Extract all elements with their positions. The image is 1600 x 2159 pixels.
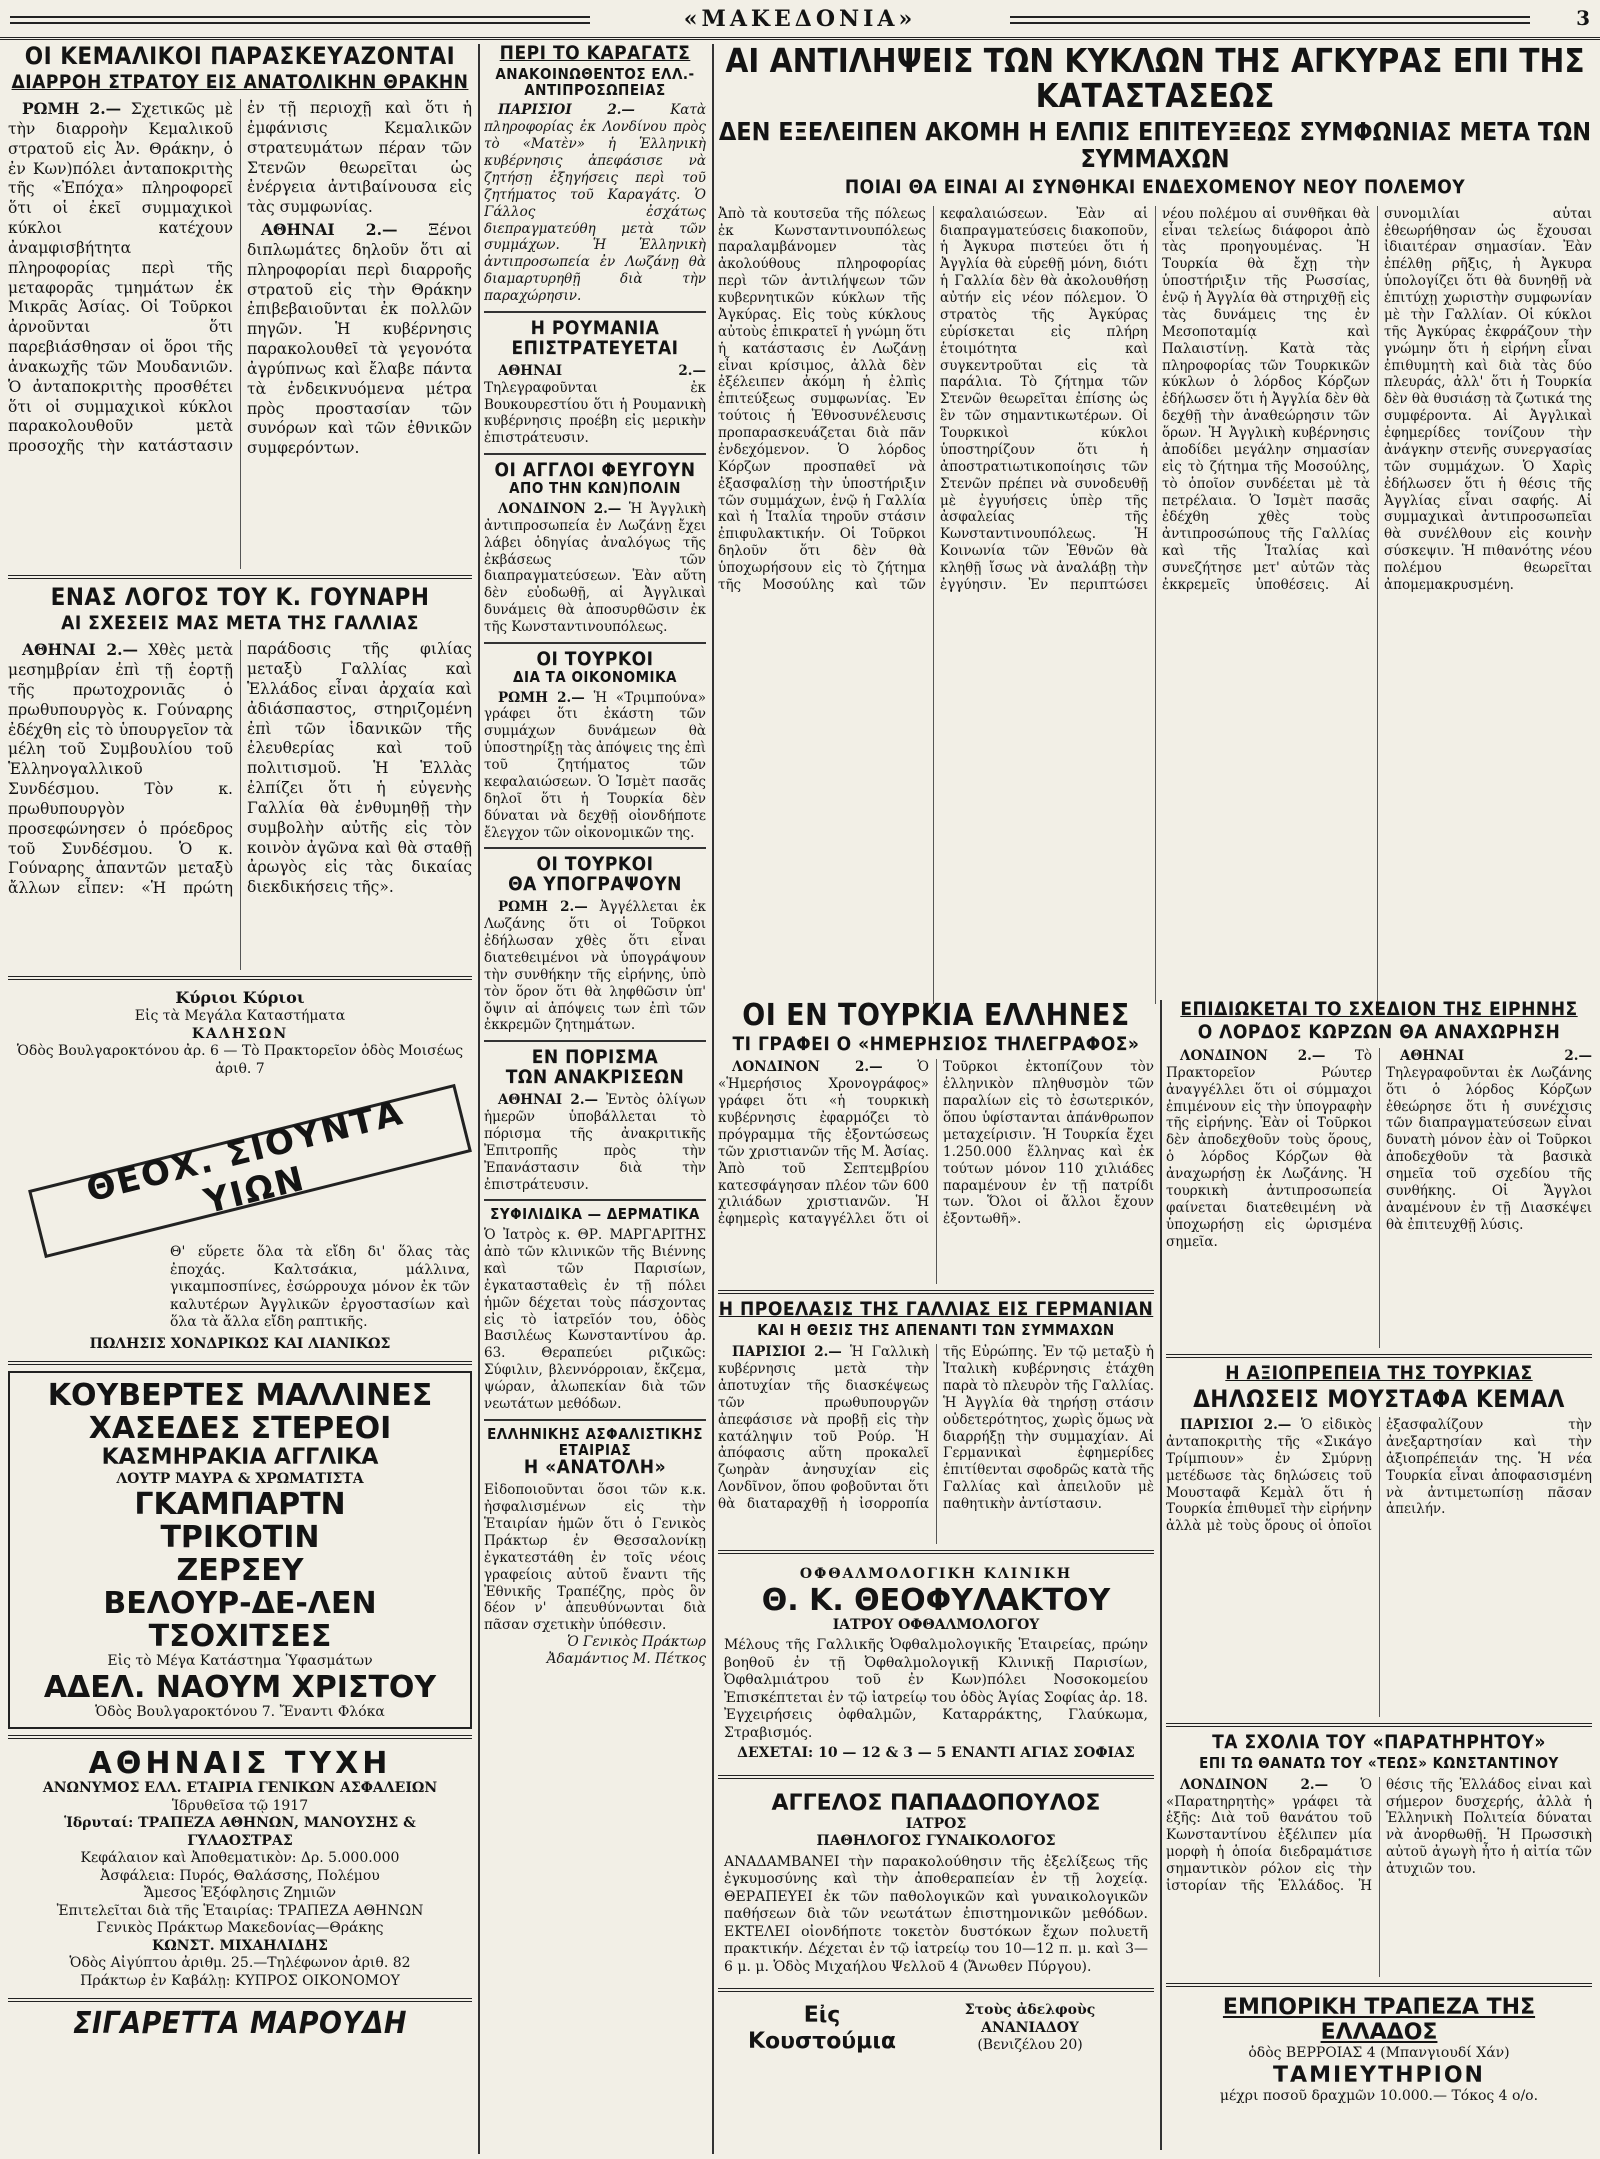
ad-line: Ὁδὸς Αἰγύπτου ἀριθμ. 25.—Τηλέφωνον ἀριθ. 82 <box>69 1955 411 1972</box>
article-body <box>484 1092 706 1193</box>
article-text: Ξένοι διπλωμάτες δηλοῦν ὅτι αἱ πληροφορίαι περὶ διαρροῆς στρατοῦ εἰς τὴν Θράκην ἐπιβεβαιοῦνται ἐκ πολλῶν πηγῶν. Ἡ κυβέρνησις παρακολουθεῖ τὰ γεγονότα ἀγρύπνως καὶ ἔλαβε πάντα τὰ ἐνδεικνυόμενα μέτρα πρὸς προστασίαν τῶν συνόρων καὶ τῶν ἐθνικῶν συμφερόντων. <box>247 221 472 458</box>
headline: ΕΠΙΔΙΩΚΕΤΑΙ ΤΟ ΣΧΕΔΙΟΝ ΤΗΣ ΕΙΡΗΝΗΣ <box>1180 1000 1578 1020</box>
dateline: ΑΘΗΝΑΙ 2.— <box>498 362 706 379</box>
ad-marouli: ΣΙΓΑΡΕΤΤΑ ΜΑΡΟΥΔΗ <box>73 2006 407 2042</box>
ad-line: Γενικὸς Πράκτωρ Μακεδονίας—Θράκης <box>96 1920 384 1937</box>
headline: ΕΝΑΣ ΛΟΓΟΣ ΤΟΥ Κ. ΓΟΥΝΑΡΗ <box>50 583 430 612</box>
section-divider <box>484 847 706 849</box>
subheadline: Ο ΛΟΡΔΟΣ ΚΩΡΖΩΝ ΘΑ ΑΝΑΧΩΡΗΣΗ <box>1197 1020 1561 1043</box>
ad-line: Ἱδρυταί: ΤΡΑΠΕΖΑ ΑΘΗΝΩΝ, ΜΑΝΟΥΣΗΣ & ΓΥΛΑΟΣΤΡΑΣ <box>64 1815 416 1849</box>
ad-line: ΠΑΘΗΛΟΓΟΣ ΓΥΝΑΙΚΟΛΟΓΟΣ <box>816 1833 1056 1850</box>
article-romania <box>484 316 706 447</box>
article-peace-plan <box>1166 1000 1592 1348</box>
dateline: ΛΟΝΔΙΝΟΝ 2.— <box>1180 1776 1329 1793</box>
section-divider <box>1166 1983 1592 1987</box>
ad-line: ΑΓΓΕΛΟΣ ΠΑΠΑΔΟΠΟΥΛΟΣ <box>771 1790 1101 1816</box>
article-body <box>484 102 706 305</box>
section-divider <box>1166 1723 1592 1727</box>
ad-line: Ὁδὸς Βουλγαροκτόνου 7. Ἔναντι Φλόκα <box>95 1703 385 1720</box>
page-number: 3 <box>1570 6 1590 30</box>
headline: ΕΝ ΠΟΡΙΣΜΑ <box>531 1046 659 1069</box>
ad-banner <box>10 1086 470 1236</box>
column-rule-1 <box>478 44 480 2154</box>
dateline: ΛΟΝΔΙΝΟΝ 2.— <box>498 500 622 517</box>
column-rule-2 <box>712 44 714 2154</box>
ad-line: ΖΕΡΣΕΥ <box>176 1553 304 1589</box>
ad-text: Θ' εὕρετε ὅλα τὰ εἴδη δι' ὅλας τὰς ἐποχάς. Καλτσάκια, μάλλινα, γικαμποσπίνες, ἐσώρρουχα μόνον ἐκ τῶν καλυτέρων Ἀγγλικῶν ἐργοστασίων καὶ ὅλα τὰ ἄλλα εἴδη ραπτικῆς. <box>170 1244 470 1331</box>
subheadline: ΘΑ ΥΠΟΓΡΑΨΟΥΝ <box>508 873 682 896</box>
main-headline: ΑΙ ΑΝΤΙΛΗΨΕΙΣ ΤΩΝ ΚΥΚΛΩΝ ΤΗΣ ΑΓΚΥΡΑΣ ΕΠΙ ΤΗΣ ΚΑΤΑΣΤΑΣΕΩΣ <box>725 44 1585 115</box>
ad-line: ΟΦΘΑΛΜΟΛΟΓΙΚΗ ΚΛΙΝΙΚΗ <box>799 1566 1073 1583</box>
article-greeks-turkey <box>718 1000 1154 1284</box>
dateline: ΡΩΜΗ 2.— <box>498 899 588 916</box>
ad-line: Ἀσφάλεια: Πυρός, Θαλάσσης, Πολέμου <box>100 1867 380 1884</box>
subheadline: ΔΙΑ ΤΑ ΟΙΚΟΝΟΜΙΚΑ <box>513 667 677 686</box>
ad-line: ΑΝΩΝΥΜΟΣ ΕΛΛ. ΕΤΑΙΡΙΑ ΓΕΝΙΚΩΝ ΑΣΦΑΛΕΙΩΝ <box>42 1780 438 1797</box>
ad-line: Στοὺς ἀδελφοὺς ΑΝΑΝΙΑΔΟΥ <box>964 2002 1096 2036</box>
subheadline: ΕΠΙ ΤΩ ΘΑΝΑΤΩ ΤΟΥ «ΤΕΩΣ» ΚΩΝΣΤΑΝΤΙΝΟΥ <box>1199 1753 1559 1772</box>
ad-title: ΕΛΛΗΝΙΚΗΣ ΑΣΦΑΛΙΣΤΙΚΗΣ ΕΤΑΙΡΙΑΣ <box>487 1424 703 1459</box>
dateline: ΛΟΝΔΙΝΟΝ 2.— <box>732 1059 883 1076</box>
headline: ΠΕΡΙ ΤΟ ΚΑΡΑΓΑΤΣ <box>499 44 691 64</box>
headline: ΟΙ ΕΝ ΤΟΥΡΚΙΑ ΕΛΛΗΝΕΣ <box>742 1000 1130 1033</box>
ad-line: Ἐπιτελεῖται διὰ τῆς Ἑταιρίας: ΤΡΑΠΕΖΑ ΑΘΗΝΩΝ <box>56 1902 424 1919</box>
article-text: Σχετικῶς μὲ τὴν διαρροὴν Κεμαλικοῦ στρατοῦ εἰς Ἀν. Θράκην, ὁ ἐν Κων)πόλει ἀνταποκριτὴς τῆς «Ἐπόχα» πληροφορεῖ ὅτι οἱ ἐκεῖ συμμαχικοὶ κύκλοι κατέχουν ἀναμφισβήτητα πληροφορίας περὶ τῆς μεταφορᾶς τμημάτων ἐκ Μικρᾶς Ἀσίας. Οἱ Τοῦρκοι ἀρνοῦνται ὅτι παρεβιάσθησαν οἱ ὅροι τῆς ἀνακωχῆς τῶν Μουδανιῶν. Ὁ ἀνταποκριτὴς προσθέτει ὅτι οἱ συμμαχικοὶ κύκλοι παρακολουθοῦν μετὰ προσοχῆς τὴν κατάστασιν ἐν τῇ περιοχῇ καὶ ὅτι ἡ ἐμφάνισις Κεμαλικῶν στρατευμάτων πέραν τῶν Στενῶν θεωρεῖται ὡς ἐνέργεια ἀντιβαίνουσα εἰς τὰς συμφωνίας. <box>8 99 472 456</box>
ad-naoum-christou <box>8 1371 472 1729</box>
ad-line: ΑΘΗΝΑΙΣ ΤΥΧΗ <box>88 1746 392 1782</box>
subheadline: ΔΗΛΩΣΕΙΣ ΜΟΥΣΤΑΦΑ ΚΕΜΑΛ <box>1193 1384 1565 1413</box>
ad-line: Κύριοι Κύριοι <box>175 988 305 1008</box>
subheadline: ΤΩΝ ΑΝΑΚΡΙΣΕΩΝ <box>505 1066 685 1089</box>
article-body <box>484 899 706 1034</box>
ad-insurance <box>8 1745 472 1992</box>
section-divider <box>8 1998 472 2002</box>
ad-banner-text: ΘΕΟΧ. ΣΙΟΥΝΤΑ ΥΙΩΝ <box>28 1084 472 1258</box>
dateline: ΠΑΡΙΣΙΟΙ 2.— <box>1180 1417 1292 1433</box>
dateline: ΑΘΗΝΑΙ 2.— <box>498 1092 599 1109</box>
section-divider <box>1166 1354 1592 1358</box>
ad-ananiadou <box>718 1998 1154 2059</box>
ad-line: Εἰς τὰ Μεγάλα Καταστήματα <box>134 1008 346 1025</box>
ad-text: Ὁ Ἰατρὸς κ. ΘΡ. ΜΑΡΓΑΡΙΤΗΣ ἀπὸ τῶν κλινικῶν τῆς Βιέννης καὶ τῶν Παρισίων, ἐγκατασταθεὶς ἐν τῇ πόλει ἡμῶν δέχεται τοὺς πάσχοντας εἰς τὸ ἰατρεῖόν του, ὁδὸς Βασιλέως Κωνσταντίνου ἀρ. 63. Θεραπεύει ριζικῶς: Σύφιλιν, βλεννόρροιαν, ἔκζεμα, ψώραν, ἀλωπεκίαν διὰ τῶν νεωτάτων μεθόδων. <box>484 1227 706 1412</box>
section-divider <box>484 642 706 644</box>
ad-commercial-bank <box>1166 1993 1592 2108</box>
ad-line: (Βενιζέλου 20) <box>977 2037 1083 2054</box>
ad-footer: ΠΩΛΗΣΙΣ ΧΟΝΔΡΙΚΩΣ ΚΑΙ ΛΙΑΝΙΚΩΣ <box>89 1335 391 1352</box>
dateline: ΠΑΡΙΣΙΟΙ 2.— <box>732 1344 842 1361</box>
ad-line: μέχρι ποσοῦ δραχμῶν 10.000.— Τόκος 4 ο/ο. <box>1219 2088 1539 2105</box>
article-text: Τηλεγραφοῦνται ἐκ Λωζάνης ὅτι ὁ λόρδος Κόρζων ἐθεώρησε ὅτι ἡ συνέχισις τῶν διαπραγματεύσεων εἶναι δυνατὴ μόνον ἐὰν οἱ Τοῦρκοι ἀποδεχθοῦν τὰ βασικὰ σημεῖα τοῦ σχεδίου τῆς συνθήκης. Οἱ Ἄγγλοι ἀναμένουν ἐν τῇ Διασκέψει θὰ ἐπιτευχθῇ λύσις. <box>1386 1064 1592 1233</box>
ad-line: ΧΑΣΕΔΕΣ ΣΤΕΡΕΟΙ <box>88 1411 392 1447</box>
ad-line: Πράκτωρ ἐν Καβάλῃ: ΚΥΠΡΟΣ ΟΙΚΟΝΟΜΟΥ <box>80 1972 400 1989</box>
article-kemal <box>1166 1361 1592 1717</box>
headline: ΟΙ ΤΟΥΡΚΟΙ <box>536 647 654 670</box>
ad-anatoli <box>484 1424 706 1668</box>
section-divider <box>484 453 706 455</box>
section-divider <box>484 1040 706 1042</box>
article-body <box>484 501 706 636</box>
section-divider <box>8 976 472 980</box>
masthead-rule-right <box>1010 16 1530 24</box>
column-left <box>8 44 472 2154</box>
ad-line: Ὁδὸς Βουλγαροκτόνου ἀρ. 6 — Τὸ Πρακτορεῖον ὁδὸς Μοισέως ἀριθ. 7 <box>16 1043 464 1077</box>
article-body <box>1166 1417 1592 1717</box>
article-body <box>1166 1777 1592 1977</box>
headline: ΟΙ ΑΓΓΛΟΙ ΦΕΥΓΟΥΝ <box>494 459 696 482</box>
dateline: ΑΘΗΝΑΙ 2.— <box>261 220 398 240</box>
headline: ΟΙ ΤΟΥΡΚΟΙ <box>536 853 654 876</box>
ad-line: Εἰς τὸ Μέγα Κατάστημα Ὑφασμάτων <box>107 1653 373 1670</box>
ad-line: ΚΑΣΜΗΡΑΚΙΑ ΑΓΓΛΙΚΑ <box>101 1445 379 1471</box>
ad-line: Ἱδρυθεῖσα τῷ 1917 <box>171 1797 309 1814</box>
ad-line: ΕΜΠΟΡΙΚΗ ΤΡΑΠΕΖΑ ΤΗΣ ΕΛΛΑΔΟΣ <box>1222 1994 1536 2045</box>
ad-text: ΑΝΑΔΑΜΒΑΝΕΙ τὴν παρακολούθησιν τῆς ἐξελίξεως τῆς ἐγκυμοσύνης καὶ τὴν ἀποθεραπείαν ἐν τῇ λοχείᾳ. ΘΕΡΑΠΕΥΕΙ ἐκ τῶν παθολογικῶν καὶ γυναικολογικῶν παθήσεων διὰ τῶν νεωτάτων ἐπιστημονικῶν μεθόδων. ΕΚΤΕΛΕΙ οἰονδήποτε τοκετὸν δυστόκων ἔχων πολυετῆ πρακτικήν. Δέχεται ἐν τῷ ἰατρείῳ του 10—12 π. μ. καὶ 3—6 μ. μ. Ὁδὸς Μιχαήλου Ψελλοῦ 4 (Ἄνωθεν Πύργου). <box>724 1853 1148 1975</box>
article-text: Ἡ «Τριμπούνα» γράφει ὅτι ἐκάστη τῶν συμμάχων δυνάμεων θὰ ὑποστηρίξῃ τὰς ἀπόψεις της ἐπὶ τοῦ ζητήματος τῶν κεφαλαιώσεων. Ὁ Ἰσμὲτ πασᾶς δηλοῖ ὅτι ἡ Τουρκία δὲν δύναται νὰ δεχθῇ οἰονδήποτε ἔλεγχον τῶν οἰκονομικῶν της. <box>484 689 706 841</box>
ad-line: ΤΑΜΙΕΥΤΗΡΙΟΝ <box>1273 2062 1485 2088</box>
article-body <box>718 1059 1154 1284</box>
subheadline: ΚΑΙ Η ΘΕΣΙΣ ΤΗΣ ΑΠΕΝΑΝΤΙ ΤΩΝ ΣΥΜΜΑΧΩΝ <box>757 1321 1115 1340</box>
section-divider <box>718 1550 1154 1554</box>
article-text: Τηλεγραφοῦνται ἐκ Βουκουρεστίου ὅτι ἡ Ρουμανικὴ κυβέρνησις προέβη εἰς μερικὴν ἐπιστράτευσιν. <box>484 379 706 447</box>
article-body <box>8 640 472 970</box>
subheadline: ΔΙΑΡΡΟΗ ΣΤΡΑΤΟΥ ΕΙΣ ΑΝΑΤΟΛΙΚΗΝ ΘΡΑΚΗΝ <box>11 71 469 94</box>
section-divider <box>718 1988 1154 1992</box>
main-body: Ἀπὸ τὰ κουτσεῦα τῆς πόλεως ἐκ Κωνσταντινουπόλεως παραλαμβάνομεν τὰς ἀκολούθους πληροφορίας περὶ τῶν ἀντιλήψεων τῶν κυβερνητικῶν κύκλων τῆς Ἀγκύρας. Εἰς τοὺς κύκλους αὐτοὺς ἐπικρατεῖ ἡ γνώμη ὅτι ἡ κατάστασις ἐν Λωζάνῃ εἶναι κρίσιμος, ἀλλὰ δὲν ἐξέλειπεν ἀκόμη ἡ ἐλπὶς ἐπιτεύξεως συμφωνίας. Ἐν τούτοις ἡ Ἐθνοσυνέλευσις προπαρασκευάζεται διὰ πᾶν ἐνδεχόμενον. Ὁ λόρδος Κόρζων προσπαθεῖ νὰ ἐξασφαλίσῃ τὴν ὑποστήριξιν τῶν συμμάχων, ἐνῷ ἡ Γαλλία καὶ ἡ Ἰταλία τηροῦν στάσιν ἐπιφυλακτικήν. Οἱ Τοῦρκοι δηλοῦν ὅτι δὲν θὰ ὑποχωρήσουν εἰς τὸ ζήτημα τῆς Μοσούλης καὶ τῶν κεφαλαιώσεων. Ἐὰν αἱ διαπραγματεύσεις διακοποῦν, ἡ Ἀγκυρα πιστεύει ὅτι ἡ Ἀγγλία θὰ εὑρεθῇ μόνη, διότι ἡ Γαλλία δὲν θὰ ἀκολουθήσῃ αὐτήν εἰς νέον πόλεμον. Ὁ στρατὸς τῆς Ἀγκύρας εὑρίσκεται εἰς πλήρη ἑτοιμότητα καὶ συγκεντροῦται εἰς τὰ παράλια. Τὸ ζήτημα τῶν Στενῶν θεωρεῖται ἐπίσης ὡς ἓν τῶν σημαντικωτέρων. Οἱ Τουρκικοὶ κύκλοι ὑποστηρίζουν ὅτι ἡ ἀποστρατιωτικοποίησις τῶν Στενῶν πρέπει νὰ συνοδευθῇ μὲ ἐγγυήσεις ὑπὲρ τῆς ἀσφαλείας τῆς Κωνσταντινουπόλεως. Ἡ Κοινωνία τῶν Ἐθνῶν θὰ κληθῇ ἴσως νὰ ἀναλάβῃ τὴν ἐγγύησιν. Ἐν περιπτώσει νέου πολέμου αἱ συνθῆκαι θὰ εἶναι τελείως διάφοροι ἀπὸ τὰς προηγουμένας. Ἡ Τουρκία θὰ ἔχῃ τὴν ὑποστήριξιν τῆς Ρωσσίας, ἐνῷ ἡ Ἀγγλία θὰ στηριχθῇ εἰς τὰς δυνάμεις της ἐν Μεσοποταμίᾳ καὶ Παλαιστίνῃ. Κατὰ τὰς πληροφορίας τῶν Τουρκικῶν κύκλων ὁ λόρδος Κόρζων ἐδήλωσεν ὅτι ἡ Ἀγγλία δὲν θὰ δεχθῇ τὴν ἀναθεώρησιν τῶν ὅρων. Ἡ Ἀγγλικὴ κυβέρνησις ἀποδίδει μεγάλην σημασίαν εἰς τὸ ζήτημα τῆς Μοσούλης, τὸ ὁποῖον συνδέεται μὲ τὰ πετρέλαια. Ὁ Ἰσμὲτ πασᾶς ἐδέχθη χθὲς τοὺς ἀντιπροσώπους τῆς Γαλλίας καὶ τῆς Ἰταλίας καὶ συνεζήτησε μετ' αὐτῶν τὰς ἐκκρεμεῖς ὑποθέσεις. Αἱ συνομιλίαι αὗται ἐθεωρήθησαν ὡς ἔχουσαι ἰδιαιτέραν σημασίαν. Ἐὰν ἐπέλθῃ ρῆξις, ἡ Ἀγκυρα ὑπολογίζει ὅτι θὰ δυνηθῇ νὰ ἐπιτύχῃ χωριστὴν συμφωνίαν μὲ τὴν Γαλλίαν. Οἱ κύκλοι τῆς Ἀγκύρας ἐκφράζουν τὴν γνώμην ὅτι ἡ εἰρήνη εἶναι ἐπιθυμητὴ καὶ διὰ τὰς δύο πλευράς, ἀλλ' ὅτι ἡ Τουρκία δὲν θὰ θυσιάσῃ τὰ ζωτικά της συμφέροντα. Αἱ Ἀγγλικαὶ ἐφημερίδες τονίζουν τὴν ἀνάγκην στενῆς συνεργασίας τῶν συμμάχων. Ὁ Χαρὶς ἐδήλωσεν ὅτι ἡ θέσις τῆς Ἀγγλίας εἶναι σαφής. Αἱ συμμαχικαὶ ἀντιπροσωπεῖαι θὰ συνέλθουν εἰς κοινὴν σύσκεψιν. Ἡ πιθανότης νέου πολέμου θεωρεῖται ἀπομεμακρυσμένη. <box>718 205 1592 593</box>
headline: Η ΠΡΟΕΛΑΣΙΣ ΤΗΣ ΓΑΛΛΙΑΣ ΕΙΣ ΓΕΡΜΑΝΙΑΝ <box>718 1298 1154 1321</box>
article-text: Ἡ Γαλλικὴ κυβέρνησις μετὰ τὴν ἀποτυχίαν τῆς διασκέψεως τῶν πρωθυπουργῶν ἀπεφάσισε νὰ προβῇ εἰς τὴν κατάληψιν τοῦ Ρούρ. Ἡ ἀπόφασις αὕτη προκαλεῖ ζωηρὰν ἀνησυχίαν εἰς Λονδῖνον, ὅπου φοβοῦνται ὅτι θὰ διαταραχθῇ ἡ ἰσορροπία τῆς Εὐρώπης. Ἐν τῷ μεταξὺ ἡ Ἰταλικὴ κυβέρνησις ἐτάχθη παρὰ τὸ πλευρὸν τῆς Γαλλίας. Ἡ Ἀγγλία θὰ τηρήσῃ στάσιν οὐδετερότητος, χωρὶς ὅμως νὰ διαρρήξῃ τὴν συμμαχίαν. Αἱ Γερμανικαὶ ἐφημερίδες ἐπιτίθενται σφοδρῶς κατὰ τῆς Γαλλίας καὶ ἀπειλοῦν μὲ παθητικὴν ἀντίστασιν. <box>718 1344 1154 1512</box>
section-divider <box>8 575 472 579</box>
section-divider <box>484 1199 706 1201</box>
ad-title: Η «ΑΝΑΤΟΛΗ» <box>523 1456 667 1479</box>
ad-line: ΒΕΛΟΥΡ-ΔΕ-ΛΕΝ <box>103 1586 377 1622</box>
article-karagats <box>484 44 706 305</box>
article-text: Ἐντὸς ὀλίγων ἡμερῶν ὑποβάλλεται τὸ πόρισμα τῆς ἀνακριτικῆς Ἐπιτροπῆς πρὸς τὴν Ἐπανάστασιν διὰ τὴν ἐπιστράτευσιν. <box>484 1092 706 1193</box>
ad-signature: Ὁ Γενικὸς Πράκτωρ Ἀδαμάντιος Μ. Πέτκος <box>546 1634 706 1667</box>
masthead-title: «ΜΑΚΕΔΟΝΙΑ» <box>600 6 1000 32</box>
column-rule-3 <box>1160 1000 1162 2150</box>
headline: Η ΑΞΙΟΠΡΕΠΕΙΑ ΤΗΣ ΤΟΥΡΚΙΑΣ <box>1225 1361 1533 1384</box>
masthead-rule-left <box>10 16 590 24</box>
ad-line: ΚΟΥΒΕΡΤΕΣ ΜΑΛΛΙΝΕΣ <box>47 1378 433 1414</box>
ad-line: Κεφάλαιον καὶ Ἀποθεματικὸν: Δρ. 5.000.000 <box>80 1850 400 1867</box>
headline: ΟΙ ΚΕΜΑΛΙΚΟΙ ΠΑΡΑΣΚΕΥΑΖΟΝΤΑΙ <box>24 44 456 70</box>
article-gounaris <box>8 585 472 970</box>
section-divider <box>8 1361 472 1365</box>
article-text: Ὁ «Παρατηρητὴς» γράφει τὰ ἑξῆς: Διὰ τοῦ θανάτου τοῦ Κωνσταντίνου ἐξέλιπεν μία μορφὴ ἡ ὁποία διεδραμάτισε σημαντικὸν ρόλον εἰς τὴν ἱστορίαν τῆς Ἑλλάδος. Ἡ θέσις τῆς Ἑλλάδος εἶναι καὶ σήμερον δυσχερής, ἀλλὰ ἡ Ἑλληνικὴ Πολιτεία δύναται νὰ ἀνορθωθῇ. Ἡ Πρωσσικὴ αὐτοῦ ἀγωγὴ ἦτο ἡ αἰτία τῶν ἀτυχιῶν του. <box>1166 1776 1592 1894</box>
main-article <box>718 44 1592 1004</box>
ad-line: Εἰς Κουστούμια <box>748 2003 897 2054</box>
section-divider <box>484 311 706 313</box>
article-inquiry <box>484 1048 706 1193</box>
ad-margaritis <box>484 1207 706 1412</box>
ad-line: Ἄμεσος Ἐξόφλησις Ζημιῶν <box>143 1885 336 1902</box>
subheadline: ΑΙ ΣΧΕΣΕΙΣ ΜΑΣ ΜΕΤΑ ΤΗΣ ΓΑΛΛΙΑΣ <box>61 612 419 635</box>
ad-line: ΙΑΤΡΟΣ <box>905 1815 967 1832</box>
article-text: Κατὰ πληροφορίας ἐκ Λονδίνου πρὸς τὸ «Ματὲν» ἡ Ἑλληνικὴ κυβέρνησις ἀπεφάσισε νὰ ζητήσῃ ἐξηγήσεις περὶ τοῦ ζητήματος τοῦ Καραγάτς. Ὁ Γάλλος ἐσχάτως διεπραγματεύθη μετὰ τῶν συμμάχων. Ἡ Ἑλληνικὴ ἀντιπροσωπεία ἐν Λωζάνῃ θὰ διαμαρτυρηθῇ διὰ τὴν παραχώρησιν. <box>484 102 706 305</box>
main-subheadline-2: ΠΟΙΑΙ ΘΑ ΕΙΝΑΙ ΑΙ ΣΥΝΘΗΚΑΙ ΕΝΔΕΧΟΜΕΝΟΥ ΝΕΟΥ ΠΟΛΕΜΟΥ <box>844 175 1466 198</box>
dateline: ΑΘΗΝΑΙ 2.— <box>1400 1047 1592 1064</box>
dateline: ΠΑΡΙΣΙΟΙ 2.— <box>498 102 635 119</box>
subheadline: ΑΝΑΚΟΙΝΩΘΕΝΤΟΣ ΕΛΛ.-ΑΝΤΙΠΡΟΣΩΠΕΙΑΣ <box>495 64 695 99</box>
ad-line: ΑΔΕΛ. ΝΑΟΥΜ ΧΡΙΣΤΟΥ <box>43 1669 437 1705</box>
article-body <box>1166 1048 1592 1348</box>
ad-line: Θ. Κ. ΘΕΟΦΥΛΑΚΤΟΥ <box>761 1582 1111 1618</box>
article-english-leave <box>484 461 706 636</box>
article-turks-finance <box>484 647 706 842</box>
ad-title: ΣΥΦΙΛΙΔΙΚΑ — ΔΕΡΜΑΤΙΚΑ <box>490 1205 700 1224</box>
ad-line: ΔΕΧΕΤΑΙ: 10 — 12 & 3 — 5 ΕΝΑΝΤΙ ΑΓΙΑΣ ΣΟΦΙΑΣ <box>737 1745 1135 1762</box>
column-second <box>484 44 706 2154</box>
ad-line: ΓΚΑΜΠΑΡΤΝ <box>134 1487 346 1523</box>
article-body <box>718 1344 1154 1544</box>
dateline: ΡΩΜΗ 2.— <box>498 689 585 706</box>
ad-siounta <box>8 986 472 1355</box>
article-text: Ἀγγέλλεται ἐκ Λωζάνης ὅτι οἱ Τοῦρκοι ἐδήλωσαν χθὲς ὅτι εἶναι διατεθειμένοι νὰ ὑπογράψουν τὴν συνθήκην τῆς εἰρήνης, ὑπὸ τὸν ὅρον ὅτι θὰ ληφθῶσιν ὑπ' ὄψιν αἱ ἀπόψεις των ἐπὶ τῶν ἐκκρεμῶν ζητημάτων. <box>484 899 706 1034</box>
ad-line: ΤΡΙΚΟΤΙΝ <box>160 1520 320 1556</box>
article-observer <box>1166 1733 1592 1977</box>
column-middle-lower <box>718 1000 1154 2150</box>
ad-line: ΚΩΝΣΤ. ΜΙΧΑΗΛΙΔΗΣ <box>152 1937 328 1954</box>
article-kemalists <box>8 44 472 569</box>
ad-line: ΙΑΤΡΟΥ ΟΦΘΑΛΜΟΛΟΓΟΥ <box>832 1616 1040 1633</box>
section-divider <box>718 1290 1154 1294</box>
article-text: Χθὲς μετὰ μεσημβρίαν ἐπὶ τῇ ἑορτῇ τῆς πρωτοχρονιᾶς ὁ πρωθυπουργὸς κ. Γούναρης ἐδέχθη εἰς τὸ ὑπουργεῖον τὰ μέλη τοῦ Συμβουλίου τοῦ Ἑλληνογαλλικοῦ Συνδέσμου. Τὸν κ. πρωθυπουργὸν προσεφώνησεν ὁ πρόεδρος τοῦ Συνδέσμου. Ὁ κ. Γούναρης ἀπαντῶν μεταξὺ ἄλλων εἶπεν: «Ἡ πρώτη παράδοσις τῆς φιλίας μεταξὺ Γαλλίας καὶ Ἑλλάδος εἶναι ἀρχαία καὶ ἀδιάσπαστος, στηριζομένη ἐπὶ τῶν ἰδανικῶν τῆς ἐλευθερίας καὶ τοῦ πολιτισμοῦ. Ἡ Ἑλλὰς ἐλπίζει ὅτι ἡ εὐγενὴς Γαλλία θὰ ἐνθυμηθῇ τὴν συμβολὴν αὐτῆς εἰς τὸν κοινὸν ἀγῶνα καὶ θὰ σταθῇ ἀρωγὸς εἰς τὰς δικαίας διεκδικήσεις τῆς». <box>8 640 472 898</box>
section-divider <box>718 1775 1154 1779</box>
ad-theofylaktou <box>718 1560 1154 1769</box>
ad-text: Εἰδοποιοῦνται ὅσοι τῶν κ.κ. ἠσφαλισμένων εἰς τὴν Ἑταιρίαν ἡμῶν ὅτι ὁ Γενικὸς Πράκτωρ ἐν Θεσσαλονίκῃ ἐγκατεστάθη ἐν τοῖς νέοις γραφείοις αὐτοῦ ἔναντι τῆς Ἐθνικῆς Τραπέζης, πρὸς ὃν δέον ν' ἀπευθύνωνται διὰ πᾶσαν σχετικὴν ὑπόθεσιν. <box>484 1482 706 1634</box>
ad-line: ὁδὸς ΒΕΡΡΟΙΑΣ 4 (Μπανγιουδί Χάν) <box>1248 2045 1510 2062</box>
ad-line: ΚΑΛΗΣΩΝ <box>191 1025 289 1042</box>
ad-line: ΛΟΥΤΡ ΜΑΥΡΑ & ΧΡΩΜΑΤΙΣΤΑ <box>116 1470 364 1487</box>
article-text: Ὁ εἰδικὸς ἀνταποκριτὴς τῆς «Σικάγο Τρίμπιουν» ἐν Σμύρνῃ μετέδωσε τὰς δηλώσεις τοῦ Μουσταφᾶ Κεμὰλ ὅτι ἡ Τουρκία ἐπιθυμεῖ τὴν εἰρήνην ἀλλὰ μὲ τοὺς ὅρους οἱ ὁποῖοι ἐξασφαλίζουν τὴν ἀνεξαρτησίαν καὶ τὴν ἀξιοπρέπειάν της. Ἡ νέα Τουρκία εἶναι ἀποφασισμένη νὰ ἀντιμετωπίσῃ πᾶσαν ἀπειλήν. <box>1166 1417 1592 1535</box>
ad-papadopoulos <box>718 1785 1154 1983</box>
masthead <box>0 0 1600 40</box>
article-body <box>8 99 472 569</box>
subheadline: ΤΙ ΓΡΑΦΕΙ Ο «ΗΜΕΡΗΣΙΟΣ ΤΗΛΕΓΡΑΦΟΣ» <box>732 1032 1140 1055</box>
headline: ΤΑ ΣΧΟΛΙΑ ΤΟΥ «ΠΑΡΑΤΗΡΗΤΟΥ» <box>1212 1731 1546 1753</box>
headline: Η ΡΟΥΜΑΝΙΑ <box>530 316 660 339</box>
article-turks-sign <box>484 855 706 1034</box>
column-right-lower <box>1166 1000 1592 2150</box>
dateline: ΡΩΜΗ 2.— <box>22 99 122 119</box>
article-text: Τὸ Πρακτορεῖον Ρώυτερ ἀναγγέλλει ὅτι οἱ σύμμαχοι ἐπιμένουν εἰς τὴν ὑπογραφὴν τῆς εἰρήνης. Ἐὰν οἱ Τοῦρκοι δὲν ἀποδεχθοῦν τοὺς ὅρους, ὁ λόρδος Κόρζων θὰ ἀναχωρήσῃ ἐκ Λωζάνης. Ἡ τουρκικὴ ἀντιπροσωπεία φαίνεται διατεθειμένη νὰ ὑποχωρήσῃ εἰς ὡρισμένα σημεῖα. <box>1166 1047 1372 1250</box>
section-divider <box>484 1419 706 1421</box>
ad-text: Μέλους τῆς Γαλλικῆς Ὀφθαλμολογικῆς Ἑταιρείας, πρώην βοηθοῦ ἐν τῇ Ὀφθαλμολογικῇ Κλινικῇ Παρισίων, Ὀφθαλμιάτρου τοῦ ἐν Κων)πόλει Νοσοκομείου Ἐπισκέπτεται ἐν τῷ ἰατρείῳ του ὁδὸς Ἁγίας Σοφίας ἀρ. 18. Ἐγχειρήσεις ὀφθαλμῶν, Καταρράκτης, Γλαύκωμα, Στραβισμός. <box>724 1637 1148 1741</box>
article-body <box>484 690 706 842</box>
subheadline: ΕΠΙΣΤΡΑΤΕΥΕΤΑΙ <box>511 336 679 359</box>
dateline: ΛΟΝΔΙΝΟΝ 2.— <box>1180 1047 1326 1064</box>
article-text: Ὁ «Ἡμερήσιος Χρονογράφος» γράφει ὅτι «ἡ τουρκικὴ κυβέρνησις ἐφαρμόζει τὸ πρόγραμμα τῆς ἐξοντώσεως τῶν χριστιανῶν τῆς Μ. Ἀσίας. Ἀπὸ τοῦ Σεπτεμβρίου κατεσφάγησαν πλέον τῶν 600 χιλιάδων χριστιανῶν. Ἡ ἐφημερὶς καταγγέλλει ὅτι οἱ Τοῦρκοι ἐκτοπίζουν τὸν ἑλληνικὸν πληθυσμὸν τῶν παραλίων εἰς τὸ ἐσωτερικόν, ὅπου ὑφίστανται ἀπάνθρωπον μεταχείρισιν. Ἡ Τουρκία ἔχει 1.250.000 ἕλληνας καὶ ἐκ τούτων μόνον 110 χιλιάδες παραμένουν ἐν τῇ πατρίδι των. Ὅλοι οἱ ἄλλοι ἔχουν ἐξοντωθῆ». <box>718 1059 1154 1228</box>
article-france-germany <box>718 1300 1154 1544</box>
ad-line: ΤΣΟΧΙΤΣΕΣ <box>148 1619 332 1655</box>
article-body <box>484 363 706 447</box>
dateline: ΑΘΗΝΑΙ 2.— <box>22 640 139 660</box>
main-subheadline: ΔΕΝ ΕΞΕΛΕΙΠΕΝ ΑΚΟΜΗ Η ΕΛΠΙΣ ΕΠΙΤΕΥΞΕΩΣ ΣΥΜΦΩΝΙΑΣ ΜΕΤΑ ΤΩΝ ΣΥΜΜΑΧΩΝ <box>718 117 1592 173</box>
section-divider <box>8 1735 472 1739</box>
article-text: Ἡ Ἀγγλικὴ ἀντιπροσωπεία ἐν Λωζάνῃ ἔχει λάβει ὁδηγίας ἀναλόγως τῆς ἐκβάσεως τῶν διαπραγματεύσεων. Ἐὰν αὕτη δὲν εὐοδωθῇ, αἱ Ἀγγλικαὶ δυνάμεις θὰ ἀποσυρθῶσιν ἐκ τῆς Κωνσταντινουπόλεως. <box>484 500 706 635</box>
subheadline: ΑΠΟ ΤΗΝ ΚΩΝ)ΠΟΛΙΝ <box>509 479 681 498</box>
